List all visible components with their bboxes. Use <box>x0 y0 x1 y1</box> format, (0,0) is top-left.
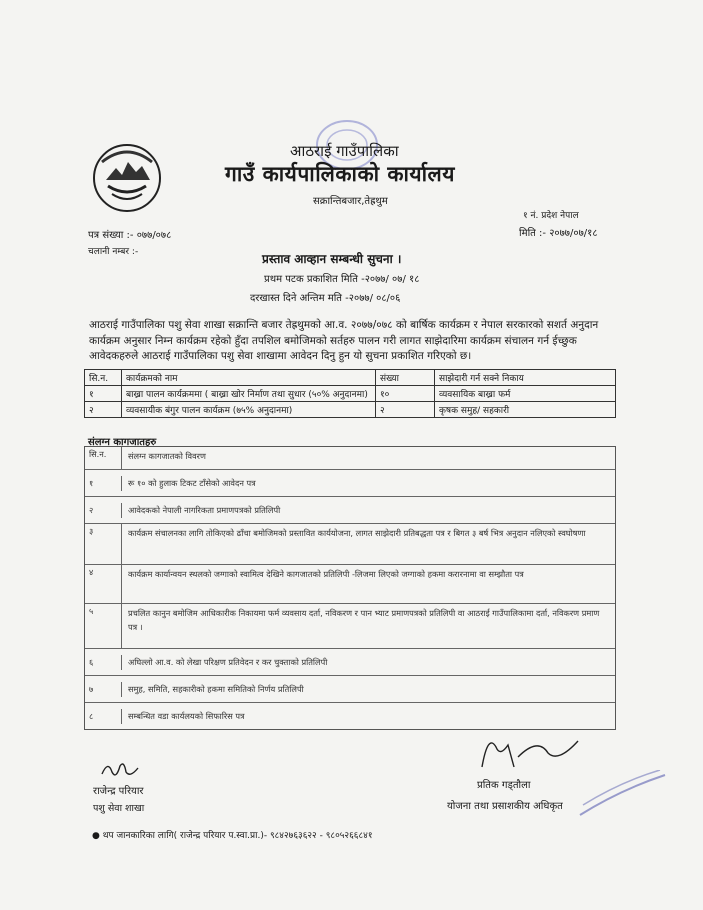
table-cell: ३ <box>85 524 122 564</box>
official-stamp-icon <box>575 770 670 820</box>
table-cell: ४ <box>85 565 122 603</box>
table-cell: ७ <box>85 682 122 697</box>
first-published-date: प्रथम पटक प्रकाशित मिति -२०७७/ ०७/ १८ <box>264 274 420 285</box>
program-table <box>84 369 616 418</box>
table-cell: कृषक समुह/ सहकारी <box>435 402 616 418</box>
right-signature-icon <box>478 727 588 775</box>
table-row <box>85 649 615 676</box>
dispatch-number: चलानी नम्बर :- <box>88 247 139 257</box>
table-row <box>85 402 616 418</box>
left-signature-icon <box>100 758 140 780</box>
left-signatory-title: पशु सेवा शाखा <box>93 803 145 814</box>
table-header-cell: कार्यक्रमको नाम <box>122 370 376 386</box>
table-row <box>85 470 615 497</box>
right-signatory-title: योजना तथा प्रसाशकीय अधिकृत <box>447 801 563 812</box>
left-signatory-name: राजेन्द्र परियार <box>93 786 144 797</box>
table-row <box>85 497 615 524</box>
table-cell: १० <box>376 386 435 402</box>
documents-table <box>84 446 616 730</box>
table-row <box>85 386 616 402</box>
table-cell: अघिल्लो आ.व. को लेखा परिक्षण प्रतिवेदन र कर चुक्ताको प्रतिलिपी <box>128 657 328 667</box>
table-row <box>85 565 615 604</box>
table-cell: सम्बन्धित वडा कार्यलयको सिफारिस पत्र <box>128 711 245 721</box>
contact-text: थप जानकारिका लागि( राजेन्द्र परियार प.स्वा.प्रा.)- ९८४२७६३६२२ - ९८०५२६६८४१ <box>102 831 373 841</box>
table-cell: २ <box>376 402 435 418</box>
contact-footer <box>92 828 373 841</box>
notice-subject: प्रस्ताव आव्हान सम्बन्धी सुचना । <box>262 252 402 266</box>
table-cell: व्यवसायिक बाख्रा फर्म <box>435 386 616 402</box>
table-cell: रू १० को हुलाक टिकट टाँसेको आवेदन पत्र <box>128 478 256 488</box>
table-cell: २ <box>85 402 122 418</box>
bullet-icon: ● <box>92 831 103 841</box>
date-label: मिति :- २०७७/०७/१८ <box>519 228 598 239</box>
table-header-cell: सि.न. <box>85 447 122 469</box>
table-cell: कार्यक्रम संचालनका लागि तोकिएको ढाँचा बमोजिमको प्रस्तावित कार्ययोजना, लागत साझेदारी प्रतिबद्धता पत्र र बिगत ३ बर्ष भित्र अनुदान नलिएको स्वघोषणा <box>128 528 586 538</box>
table-header-row <box>85 370 616 386</box>
palika-name: आठराई गाउँपालिका <box>290 142 399 160</box>
notice-body: आठराई गाउँपालिका पशु सेवा शाखा सक्रान्ति बजार तेह्रथुमको आ.व. २०७७/०७८ को बार्षिक कार्यक्रम र नेपाल सरकारको सशर्त अनुदान कार्यक्रम अनुसार निम्न कार्यक्रम रहेको हुँदा तपशिल बमोजिमको सर्तहरु पालन गरी लागत साझेदारिमा कार्यक्रम संचालन गर्न ईच्छुक आवेदकहरुले आठराई गाउँपालिका पशु सेवा शाखामा आवेदन दिनु हुन यो सुचना प्रकाशित गरिएको छ। <box>89 319 599 362</box>
province-label: १ नं. प्रदेश नेपाल <box>523 211 579 221</box>
table-cell: समुह, समिति, सहकारीको हकमा समितिको निर्णय प्रतिलिपी <box>128 684 304 694</box>
right-signatory-name: प्रतिक गड्तौला <box>477 780 531 791</box>
table-cell: ५ <box>85 604 122 648</box>
office-address: सक्रान्तिबजार,तेह्रथुम <box>313 196 388 207</box>
letter-number: पत्र संख्या :- ०७७/०७८ <box>88 230 172 241</box>
table-cell: २ <box>85 503 122 518</box>
table-header-cell: सि.न. <box>85 370 122 386</box>
table-cell: १ <box>85 386 122 402</box>
table-cell: प्रचलित कानुन बमोजिम आधिकारीक निकायमा फर्म व्यवसाय दर्ता, नविकरण र पान भ्याट प्रमाणपत्रको प्रतिलिपी वा आठराई गाउँपालिकामा दर्ता, नविकरण प्रमाण पत्र । <box>128 608 600 632</box>
table-cell: ६ <box>85 655 122 670</box>
documents-title: संलग्न कागजातहरु <box>88 437 157 448</box>
table-cell: ८ <box>85 709 122 724</box>
table-row <box>85 604 615 649</box>
office-title: गाउँ कार्यपालिकाको कार्यालय <box>225 162 455 186</box>
table-cell: आवेदकको नेपाली नागरिकता प्रमाणपत्रको प्रतिलिपी <box>128 505 281 515</box>
deadline-date: दरखास्त दिने अन्तिम मति -२०७७/ ०८/०६ <box>250 293 401 304</box>
table-header-cell: संलग्न कागजातको विवरण <box>128 451 206 461</box>
table-header-cell: संख्या <box>376 370 435 386</box>
table-cell: बाख्रा पालन कार्यक्रममा ( बाख्रा खोर निर्माण तथा सुधार (५०% अनुदानमा) <box>122 386 376 402</box>
table-row <box>85 703 615 729</box>
table-row <box>85 676 615 703</box>
table-header-row <box>85 447 615 470</box>
table-header-cell: साझेदारी गर्न सक्ने निकाय <box>435 370 616 386</box>
table-cell: कार्यक्रम कार्यान्वयन स्थलको जग्गाको स्वामित्व देखिने कागजातको प्रतिलिपी -लिजमा लिएको जग्गाको हकमा करारनामा वा सम्झौता पत्र <box>128 569 524 579</box>
nepal-emblem-icon <box>92 142 162 214</box>
table-cell: व्यवसायीक बंगुर पालन कार्यक्रम (७५% अनुदानमा) <box>122 402 376 418</box>
table-cell: १ <box>85 476 122 491</box>
table-row <box>85 524 615 565</box>
